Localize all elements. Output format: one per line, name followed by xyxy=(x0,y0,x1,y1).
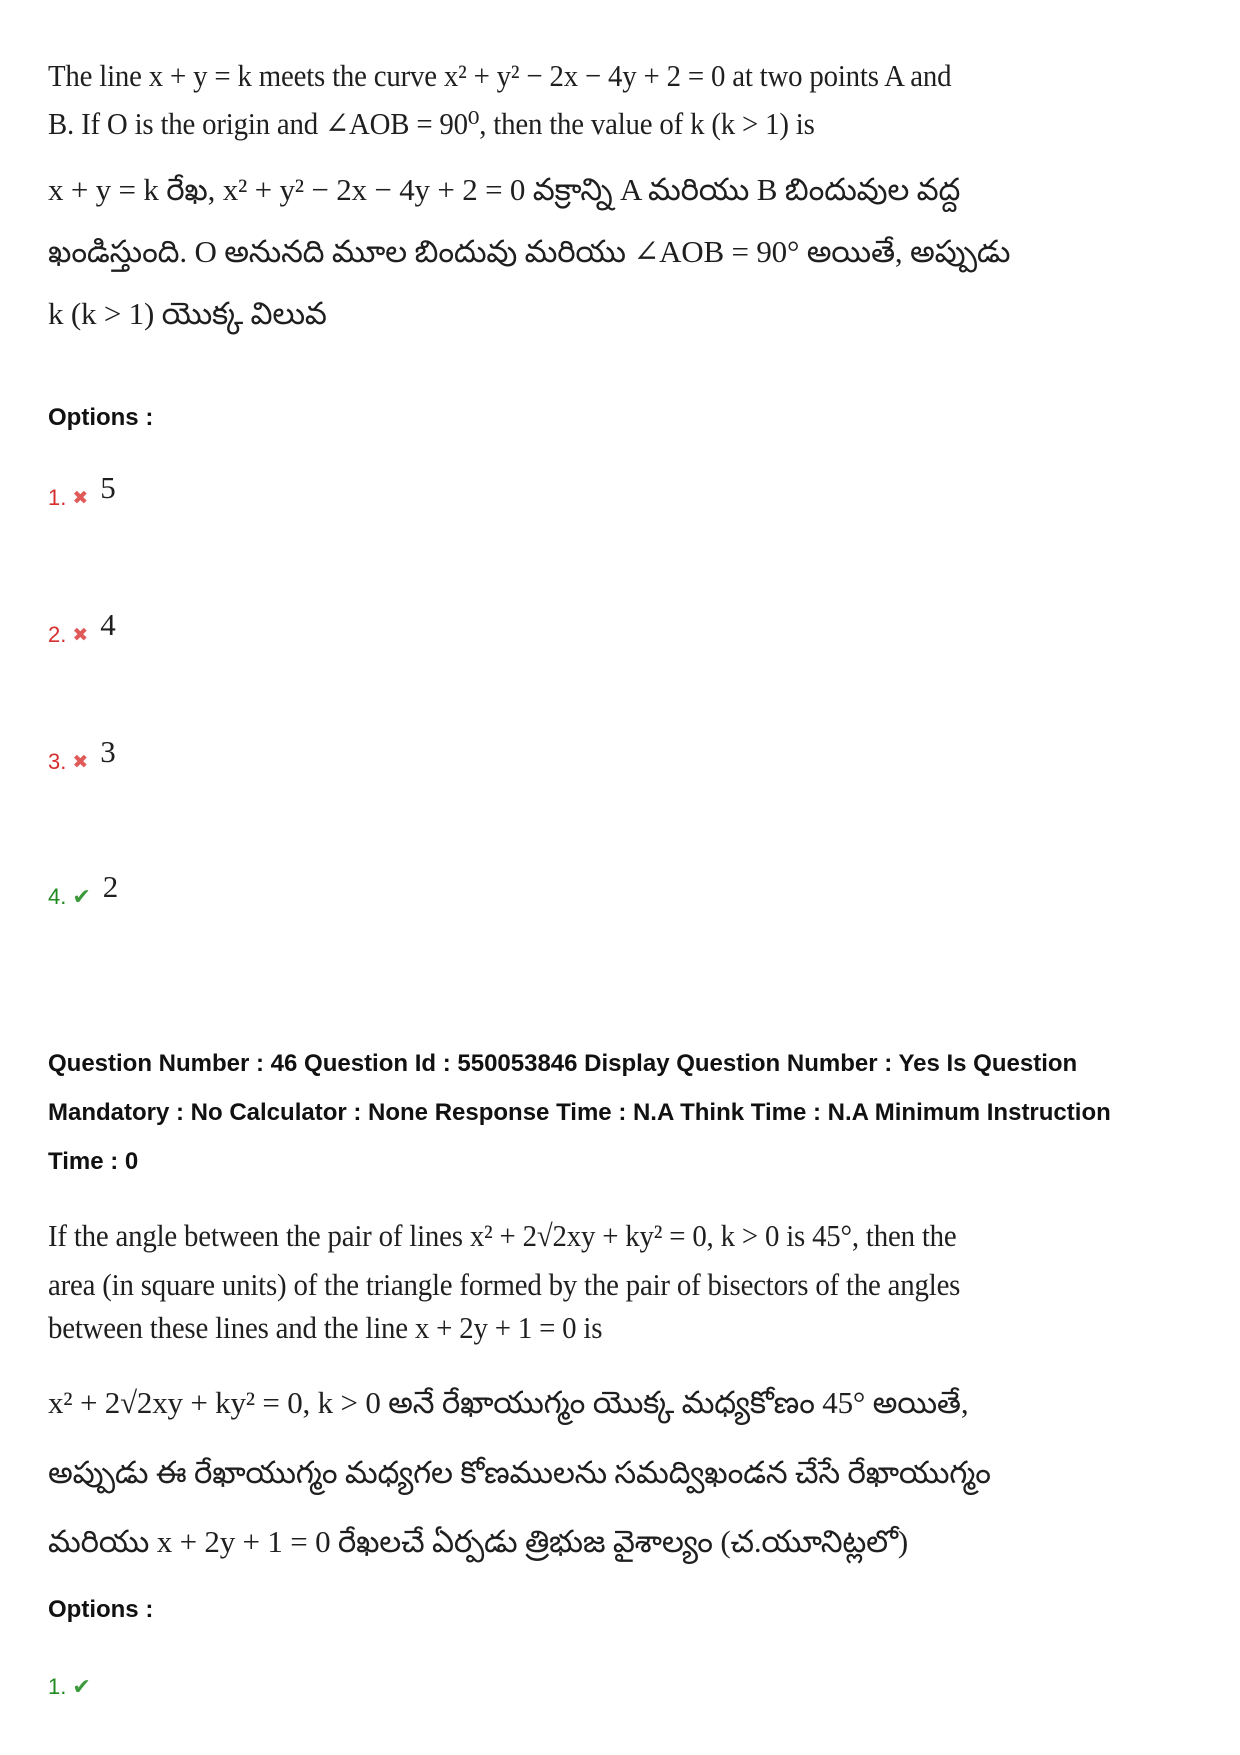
option-number: 2. xyxy=(48,622,67,647)
q45-option-2[interactable] xyxy=(48,607,116,655)
cross-icon: ✖ xyxy=(72,487,89,509)
q46-english-line-2: area (in square units) of the triangle formed by the pair of bisectors of the angles xyxy=(48,1267,961,1302)
option-value: 2 xyxy=(102,869,119,904)
option-number: 1. xyxy=(48,1674,67,1699)
q45-option-4[interactable] xyxy=(48,869,119,917)
q46-meta-line-1: Question Number : 46 Question Id : 550053846 Display Question Number : Yes Is Question xyxy=(48,1050,1078,1077)
q46-telugu-line-2: అప్పుడు ఈ రేఖాయుగ్మం మధ్యగల కోణములను సమద్విఖండన చేసే రేఖాయుగ్మం xyxy=(48,1455,991,1490)
q45-english-line-2: B. If O is the origin and ∠AOB = 90⁰, then the value of k (k > 1) is xyxy=(48,106,815,141)
q45-option-1[interactable] xyxy=(48,470,116,518)
q45-options-label: Options : xyxy=(48,404,154,431)
q46-english-line-3: between these lines and the line x + 2y + 1 = 0 is xyxy=(48,1310,603,1345)
q46-meta-line-2: Mandatory : No Calculator : None Response Time : N.A Think Time : N.A Minimum Instruction xyxy=(48,1099,1111,1126)
q45-telugu-line-1: x + y = k రేఖ, x² + y² − 2x − 4y + 2 = 0 వక్రాన్ని A మరియు B బిందువుల వద్ద xyxy=(48,172,961,207)
option-value: 4 xyxy=(100,607,116,642)
option-number: 1. xyxy=(48,485,67,510)
q45-option-3[interactable] xyxy=(48,734,116,782)
option-value: 5 xyxy=(100,470,116,505)
check-icon: ✔ xyxy=(72,1674,91,1700)
option-value: 3 xyxy=(100,734,116,769)
q46-telugu-line-1: x² + 2√2xy + ky² = 0, k > 0 అనే రేఖాయుగ్మం యొక్క మధ్యకోణం 45° అయితే, xyxy=(48,1385,969,1420)
option-number: 4. xyxy=(48,884,67,909)
cross-icon: ✖ xyxy=(72,751,89,773)
q46-english-line-1: If the angle between the pair of lines x² + 2√2xy + ky² = 0, k > 0 is 45°, then the xyxy=(48,1218,957,1253)
q45-telugu-line-2: ఖండిస్తుంది. O అనునది మూల బిందువు మరియు ∠AOB = 90° అయితే, అప్పుడు xyxy=(48,234,1011,269)
q46-options-label: Options : xyxy=(48,1596,154,1623)
option-number: 3. xyxy=(48,749,67,774)
check-icon: ✔ xyxy=(72,884,91,910)
q45-english-line-1: The line x + y = k meets the curve x² + y² − 2x − 4y + 2 = 0 at two points A and xyxy=(48,58,952,93)
q45-telugu-line-3: k (k > 1) యొక్క విలువ xyxy=(48,296,327,331)
q46-meta-line-3: Time : 0 xyxy=(48,1148,139,1175)
cross-icon: ✖ xyxy=(72,624,89,646)
q46-option-1[interactable] xyxy=(48,1667,103,1707)
q46-telugu-line-3: మరియు x + 2y + 1 = 0 రేఖలచే ఏర్పడు త్రిభుజ వైశాల్యం (చ.యూనిట్లలో) xyxy=(48,1524,908,1559)
